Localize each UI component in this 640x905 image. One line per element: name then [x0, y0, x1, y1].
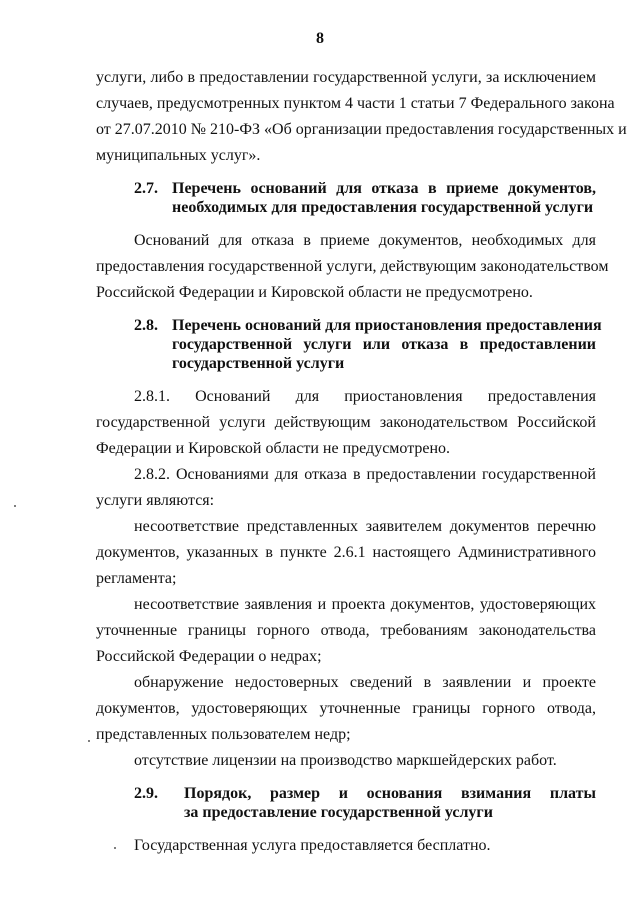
section-number: 2.7.: [134, 180, 158, 197]
section-heading-line: Порядок, размер и основания взимания платы: [184, 785, 596, 802]
page-number: 8: [316, 30, 324, 47]
body-line: Российской Федерации и Кировской области не предусмотрено.: [96, 284, 533, 301]
list-item-line: документов, удостоверяющих уточненные границы горного отвода,: [96, 700, 596, 717]
body-line: услуги, либо в предоставлении государственной услуги, за исключением: [96, 69, 596, 86]
body-line: 2.8.2. Основаниями для отказа в предоставлении государственной: [134, 466, 596, 483]
body-line: предоставления государственной услуги, действующим законодательством: [96, 258, 609, 275]
section-heading-line: за предоставление государственной услуги: [184, 804, 493, 821]
section-heading-line: государственной услуги или отказа в предоставлении: [172, 336, 596, 353]
list-item-line: документов, указанных в пункте 2.6.1 настоящего Административного: [96, 544, 596, 561]
body-line: случаев, предусмотренных пунктом 4 части 1 статьи 7 Федерального закона: [96, 95, 615, 112]
body-line: Оснований для отказа в приеме документов, необходимых для: [134, 232, 596, 249]
section-number: 2.9.: [134, 785, 158, 802]
list-item-line: несоответствие заявления и проекта документов, удостоверяющих: [134, 596, 596, 613]
section-heading-line: необходимых для предоставления государственной услуги: [172, 199, 594, 216]
list-item-line: несоответствие представленных заявителем документов перечню: [134, 518, 596, 535]
list-item-line: уточненные границы горного отвода, требованиям законодательства: [96, 622, 596, 639]
list-item-line: регламента;: [96, 570, 177, 587]
body-line: от 27.07.2010 № 210-ФЗ «Об организации предоставления государственных и: [96, 121, 627, 138]
scan-speck: [14, 505, 16, 507]
body-line: 2.8.1. Оснований для приостановления предоставления: [134, 388, 596, 405]
list-item-line: отсутствие лицензии на производство маркшейдерских работ.: [134, 752, 557, 769]
body-line: услуги являются:: [96, 492, 215, 509]
section-heading-line: Перечень оснований для отказа в приеме документов,: [172, 180, 596, 197]
section-heading-line: Перечень оснований для приостановления предоставления: [172, 317, 602, 334]
body-line: Федерации и Кировской области не предусмотрено.: [96, 440, 451, 457]
list-item-line: представленных пользователем недр;: [96, 726, 351, 743]
body-line: Государственная услуга предоставляется бесплатно.: [134, 837, 491, 854]
list-item-line: Российской Федерации о недрах;: [96, 648, 322, 665]
list-item-line: обнаружение недостоверных сведений в заявлении и проекте: [134, 674, 596, 691]
scan-speck: [88, 740, 90, 742]
body-line: муниципальных услуг».: [96, 147, 261, 164]
body-line: государственной услуги действующим законодательством Российской: [96, 414, 596, 431]
section-number: 2.8.: [134, 317, 158, 334]
section-heading-line: государственной услуги: [172, 355, 345, 372]
scan-speck: [114, 847, 116, 849]
